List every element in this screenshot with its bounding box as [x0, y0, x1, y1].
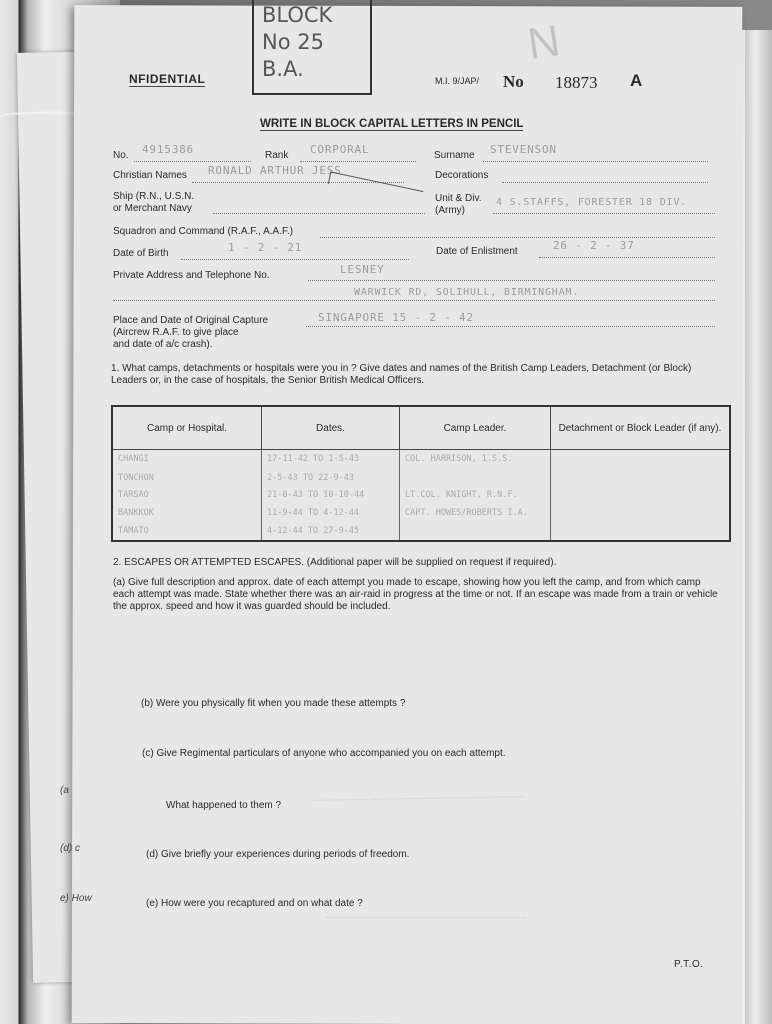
table-header-camp: Camp or Hospital. — [112, 406, 262, 450]
show-through-text: ............................................................................ — [312, 789, 525, 804]
table-header-dates: Dates. — [262, 406, 400, 450]
number-label: No — [503, 72, 524, 91]
address-line-1 — [308, 280, 715, 281]
table-cell — [551, 469, 731, 487]
table-cell: 17-11-42 TO 1-5-43 — [262, 450, 400, 469]
unit-line — [493, 213, 715, 214]
question-2a-text: (a) Give full description and approx. date of each attempt you made to escape, showing how you left the camp, and from which camp each attempt was made. State whether there was an air-raid in progress at the time or not. If an escape was made from a train or vehicle the approx. speed and how it was guarded should be included. — [113, 577, 718, 612]
capture-label-line-2: (Aircrew R.A.F. to give place — [113, 327, 239, 338]
faint-handwritten-mark: N — [524, 16, 563, 69]
christian-names-label: Christian Names — [113, 170, 187, 181]
surname-label: Surname — [434, 150, 475, 161]
table-cell: CAPT. HOWES/ROBERTS I.A. — [400, 504, 551, 522]
service-number-line — [134, 161, 251, 162]
christian-names-value: RONALD ARTHUR JESS — [208, 164, 342, 177]
table-cell: TARSAO — [112, 487, 262, 505]
ship-label-line-2: or Merchant Navy — [113, 203, 192, 214]
escape-heading: 2. ESCAPES OR ATTEMPTED ESCAPES. (Additional paper will be supplied on request if required). — [113, 557, 557, 568]
stamp-line-1: BLOCK — [262, 3, 333, 27]
table-cell — [400, 522, 551, 541]
stamp-line-2: No 25 — [262, 30, 324, 54]
table-row — [112, 504, 730, 522]
unit-label-line-2: (Army) — [435, 205, 465, 216]
underlying-question-a: (a — [60, 785, 69, 796]
question-2d-text: (d) Give briefly your experiences during periods of freedom. — [146, 849, 410, 860]
rank-value: CORPORAL — [310, 143, 370, 156]
service-number-value: 4915386 — [142, 143, 194, 156]
date-of-birth-value: 1 - 2 - 21 — [228, 241, 303, 254]
table-row — [112, 522, 730, 541]
ship-line — [213, 213, 425, 214]
date-of-birth-label: Date of Birth — [113, 248, 169, 259]
table-cell — [400, 469, 551, 487]
table-cell — [551, 504, 731, 522]
capture-line — [306, 326, 715, 327]
question-1-text: 1. What camps, detachments or hospitals were you in ? Give dates and names of the British Camp Leaders, Detachment (or Block) Leaders or, in the case of hospitals, the Senior British Medical Officers. — [111, 363, 692, 386]
instruction-heading: WRITE IN BLOCK CAPITAL LETTERS IN PENCIL — [260, 118, 524, 130]
rank-line — [300, 161, 416, 162]
service-number-label: No. — [113, 150, 129, 161]
confidential-label: NFIDENTIAL — [129, 72, 206, 86]
date-of-enlistment-line — [539, 257, 715, 258]
underlying-question-e: e) How — [60, 893, 92, 904]
unit-label-line-1: Unit & Div. — [435, 193, 482, 204]
date-of-enlistment-value: 26 - 2 - 37 — [553, 239, 635, 252]
table-row — [112, 469, 730, 487]
table-cell — [551, 487, 731, 505]
table-cell: 4-12-44 TO 27-9-45 — [262, 522, 400, 541]
address-line-2 — [113, 300, 715, 301]
table-cell: 2-5-43 TO 22-9-43 — [262, 469, 400, 487]
form-code: M.I. 9/JAP/ — [435, 76, 480, 86]
underlying-question-d: (d) c — [60, 843, 80, 854]
private-address-label: Private Address and Telephone No. — [113, 270, 270, 281]
decorations-line — [502, 182, 708, 183]
ship-label-line-1: Ship (R.N., U.S.N. — [113, 191, 195, 202]
table-cell: CHANGI — [112, 450, 262, 469]
rank-label: Rank — [265, 150, 289, 161]
squadron-line — [320, 237, 715, 238]
camps-table — [111, 405, 731, 542]
unit-value: 4 S.STAFFS, FORESTER 18 DIV. — [496, 197, 687, 208]
question-2e-text: (e) How were you recaptured and on what date ? — [146, 898, 363, 909]
table-header-detachment-leader: Detachment or Block Leader (if any). — [551, 406, 731, 450]
capture-value: SINGAPORE 15 - 2 - 42 — [318, 311, 474, 324]
table-row — [112, 487, 730, 505]
address-value-line-1: LESNEY — [340, 263, 385, 276]
date-of-enlistment-label: Date of Enlistment — [436, 246, 518, 257]
table-cell: LT.COL. KNIGHT, R.N.F. — [400, 487, 551, 505]
block-stamp — [252, 0, 372, 95]
form-suffix: A — [630, 71, 643, 90]
table-cell: TONCHON — [112, 469, 262, 487]
table-cell — [551, 450, 731, 469]
please-turn-over: P.T.O. — [674, 959, 704, 970]
squadron-label: Squadron and Command (R.A.F., A.A.F.) — [113, 226, 294, 237]
capture-label-line-1: Place and Date of Original Capture — [113, 315, 269, 326]
question-2b-text: (b) Were you physically fit when you made these attempts ? — [141, 698, 406, 709]
table-header-camp-leader: Camp Leader. — [400, 406, 551, 450]
table-cell: COL. HARRISON, 1.S.S. — [400, 450, 551, 469]
table-row — [112, 450, 730, 469]
table-cell: TAMATO — [112, 522, 262, 541]
address-value-line-2: WARWICK RD, SOLIHULL, BIRMINGHAM. — [354, 287, 580, 298]
show-through-text: ........................................................................ — [326, 910, 527, 921]
table-cell — [551, 522, 731, 541]
form-number: 18873 — [555, 73, 598, 92]
table-cell: 11-9-44 TO 4-12-44 — [262, 504, 400, 522]
date-of-birth-line — [181, 259, 409, 260]
stamp-line-3: B.A. — [262, 57, 304, 81]
question-2c-text: (c) Give Regimental particulars of anyone who accompanied you on each attempt. — [142, 748, 506, 759]
capture-label-line-3: and date of a/c crash). — [113, 339, 213, 350]
what-happened-text: What happened to them ? — [166, 800, 282, 811]
decorations-label: Decorations — [435, 170, 489, 181]
table-cell: BANKKOK — [112, 504, 262, 522]
table-cell: 21-8-43 TO 10-10-44 — [262, 487, 400, 505]
surname-value: STEVENSON — [490, 143, 557, 156]
surname-line — [483, 161, 708, 162]
